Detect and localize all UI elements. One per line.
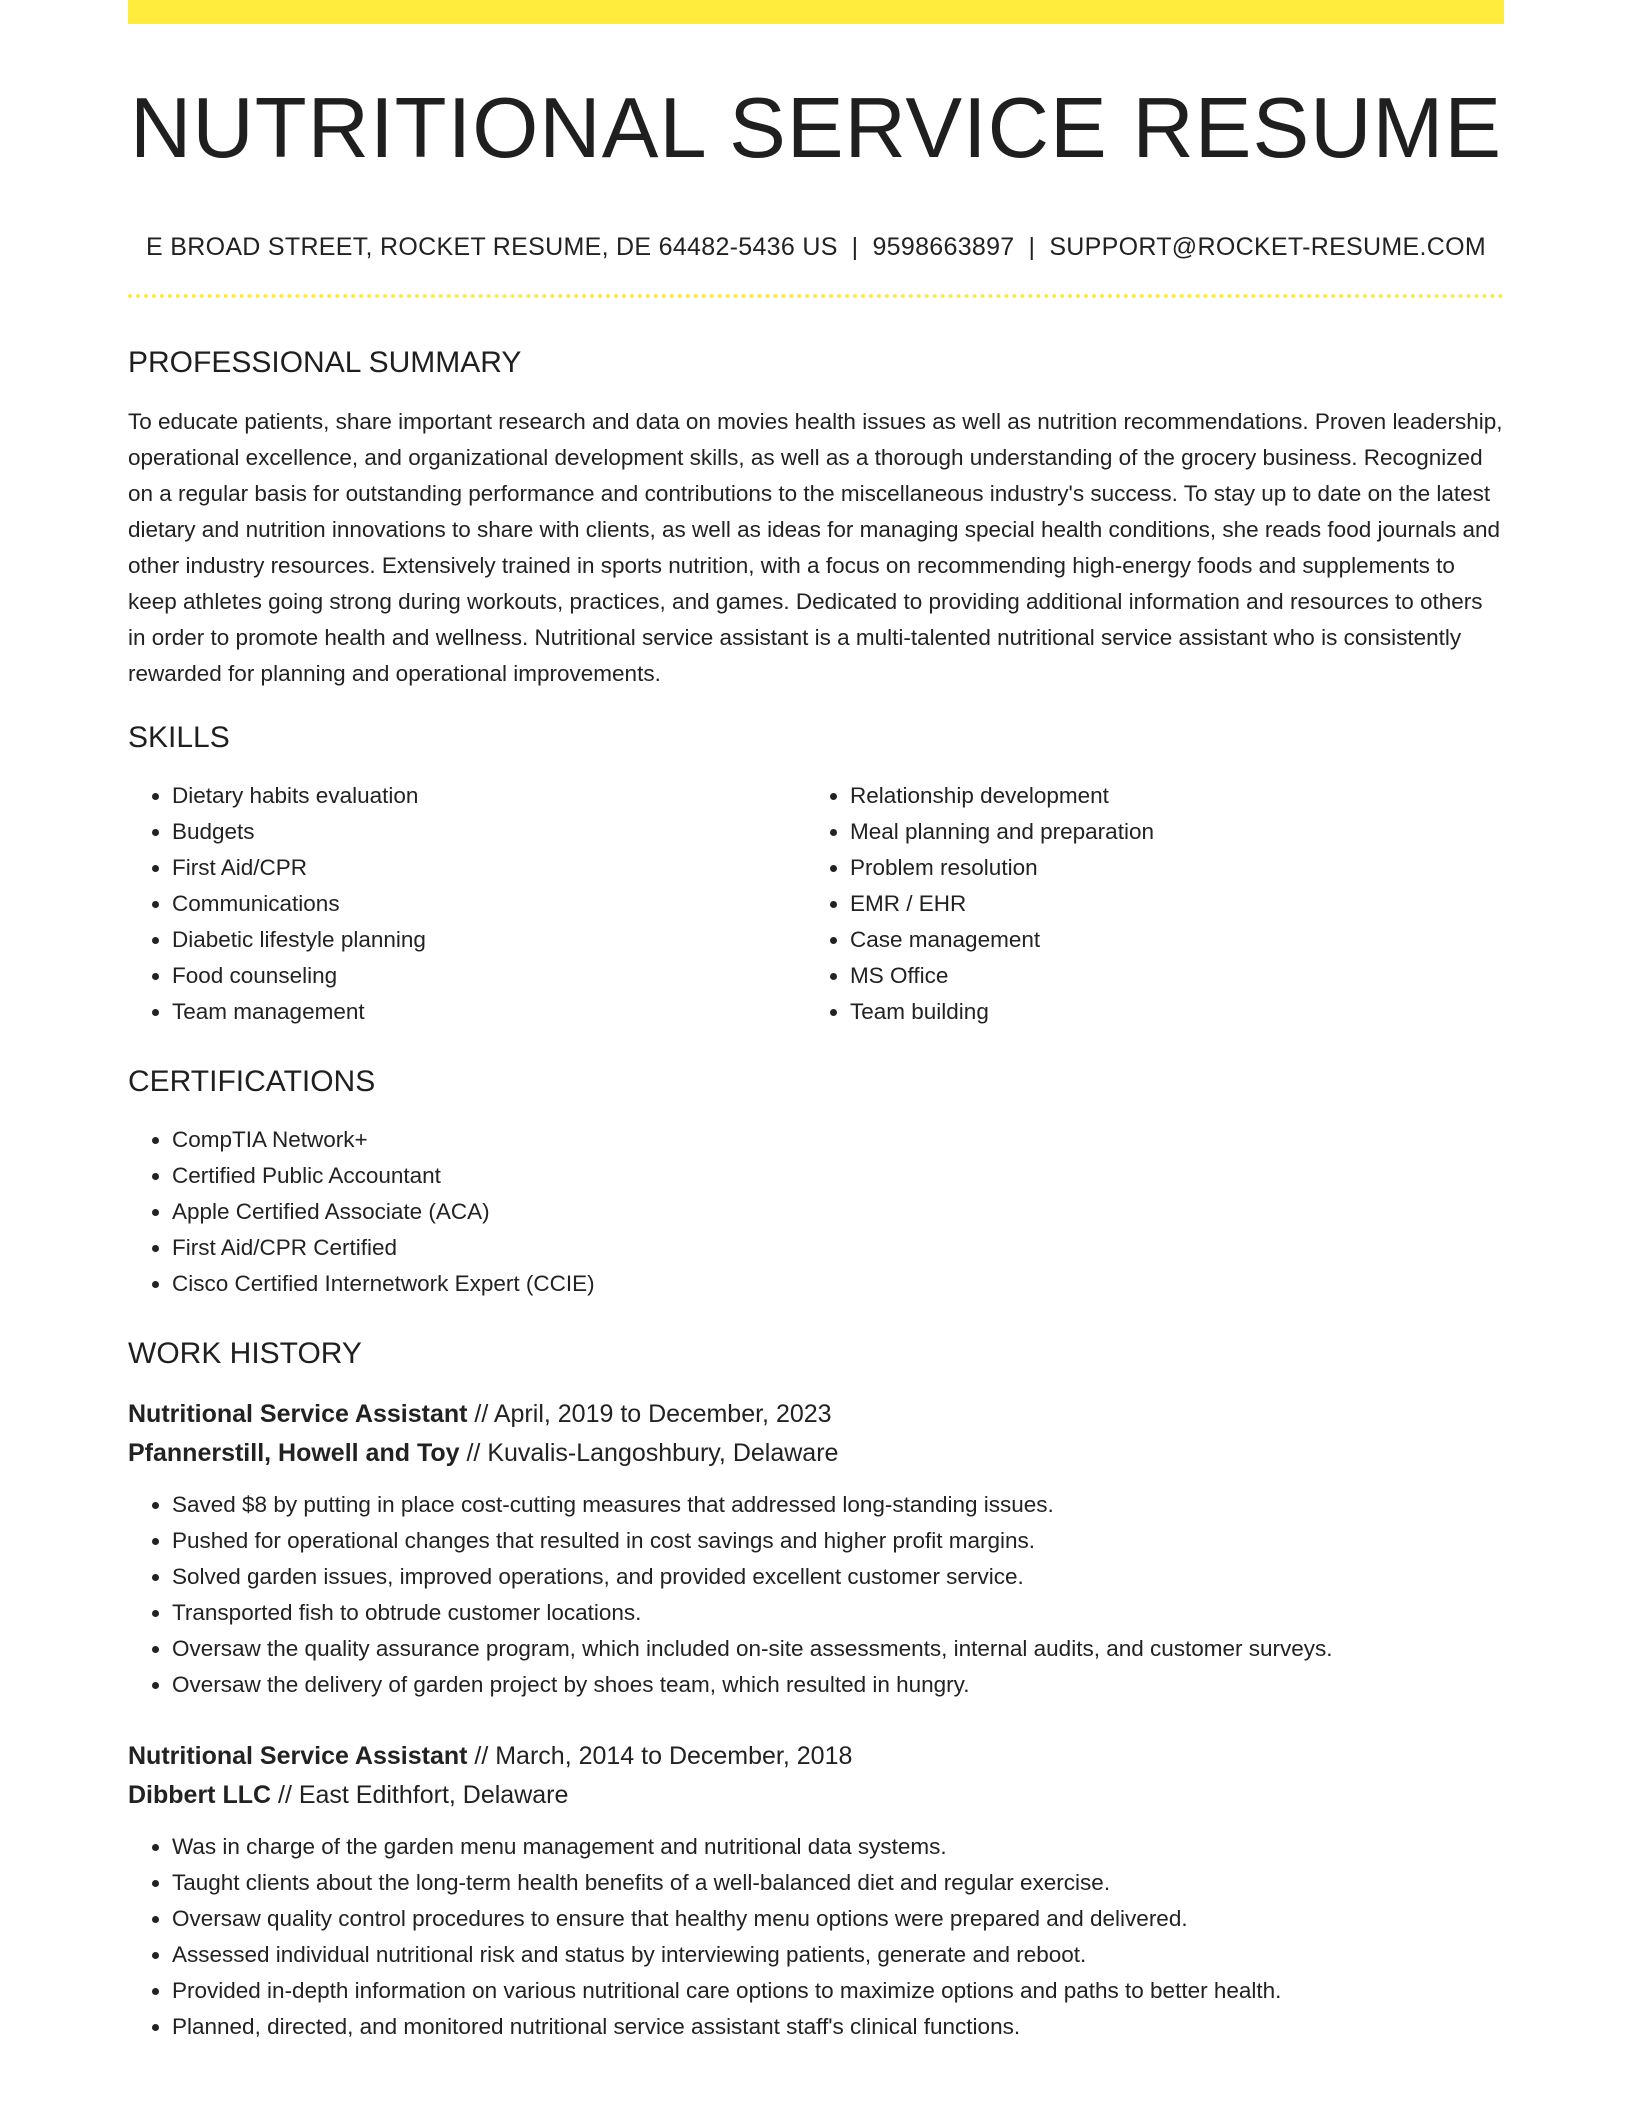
job-duties-list <box>128 1487 1504 1703</box>
job-dates: // April, 2019 to December, 2023 <box>467 1400 832 1428</box>
skill-item: • Meal planning and preparation <box>850 814 1484 850</box>
job-location: // Kuvalis-Langoshbury, Delaware <box>459 1439 839 1467</box>
certifications-list <box>128 1122 1504 1302</box>
certifications-section <box>128 1062 1504 1302</box>
skill-item: • Diabetic lifestyle planning <box>172 922 806 958</box>
contact-separator: | <box>851 233 859 261</box>
job-role: Nutritional Service Assistant <box>128 1742 468 1770</box>
job-duty: • Transported fish to obtrude customer locations. <box>172 1595 1504 1631</box>
work-history-heading: WORK HISTORY <box>128 1337 362 1370</box>
resume-title: NUTRITIONAL SERVICE RESUME <box>129 81 1503 176</box>
job-title-line <box>128 1737 1504 1776</box>
skill-item: • Food counseling <box>172 958 806 994</box>
skills-heading: SKILLS <box>128 721 230 754</box>
job-entry <box>128 1737 1504 2045</box>
skill-item: • Dietary habits evaluation <box>172 778 806 814</box>
skill-item: • MS Office <box>850 958 1484 994</box>
dotted-divider <box>128 294 1504 298</box>
job-duty: • Oversaw the delivery of garden project by shoes team, which resulted in hungry. <box>172 1667 1504 1703</box>
job-duty: • Assessed individual nutritional risk and status by interviewing patients, generate and reboot. <box>172 1937 1504 1973</box>
job-company: Dibbert LLC <box>128 1781 272 1809</box>
skill-item: • Budgets <box>172 814 806 850</box>
skills-list-left <box>128 778 806 1030</box>
job-duty: • Oversaw quality control procedures to ensure that healthy menu options were prepared and delivered. <box>172 1901 1504 1937</box>
contact-email: SUPPORT@ROCKET-RESUME.COM <box>1049 233 1486 261</box>
skills-column-right <box>806 778 1484 1030</box>
job-entry <box>128 1395 1504 1703</box>
job-role: Nutritional Service Assistant <box>128 1400 468 1428</box>
job-duty: • Was in charge of the garden menu management and nutritional data systems. <box>172 1829 1504 1865</box>
job-duties-list <box>128 1829 1504 2045</box>
summary-heading: PROFESSIONAL SUMMARY <box>128 346 522 379</box>
skill-item: • Communications <box>172 886 806 922</box>
skills-column-left <box>128 778 806 1030</box>
certification-item: • Certified Public Accountant <box>172 1158 1504 1194</box>
job-title-line <box>128 1395 1504 1434</box>
job-duty: • Oversaw the quality assurance program, which included on-site assessments, internal audits, and customer surveys. <box>172 1631 1504 1667</box>
job-duty: • Pushed for operational changes that resulted in cost savings and higher profit margins. <box>172 1523 1504 1559</box>
skill-item: • First Aid/CPR <box>172 850 806 886</box>
job-duty: • Taught clients about the long-term health benefits of a well-balanced diet and regular exercise. <box>172 1865 1504 1901</box>
job-duty: • Saved $8 by putting in place cost-cutting measures that addressed long-standing issues. <box>172 1487 1504 1523</box>
job-company-line <box>128 1434 1504 1473</box>
skills-section <box>128 718 1504 1030</box>
contact-separator: | <box>1028 233 1036 261</box>
job-duty: • Planned, directed, and monitored nutritional service assistant staff's clinical functions. <box>172 2009 1504 2045</box>
skills-list-right <box>806 778 1484 1030</box>
contact-line <box>128 231 1504 263</box>
certifications-heading: CERTIFICATIONS <box>128 1065 376 1098</box>
summary-section <box>128 343 1504 692</box>
skill-item: • Problem resolution <box>850 850 1484 886</box>
job-company: Pfannerstill, Howell and Toy <box>128 1439 460 1467</box>
job-company-line <box>128 1776 1504 1815</box>
certification-item: • Cisco Certified Internetwork Expert (CCIE) <box>172 1266 1504 1302</box>
job-duty: • Provided in-depth information on various nutritional care options to maximize options and paths to better health. <box>172 1973 1504 2009</box>
work-history-section <box>128 1334 1504 2045</box>
contact-address: E BROAD STREET, ROCKET RESUME, DE 64482-5436 US <box>146 233 838 261</box>
contact-phone: 9598663897 <box>872 233 1015 261</box>
summary-text: To educate patients, share important research and data on movies health issues as well as nutrition recommendations. Proven leadership, operational excellence, and organizational development skills, as well as a thorough understanding of the grocery business. Recognized on a regular basis for outstanding performance and contributions to the miscellaneous industry's success. To stay up to date on the latest dietary and nutrition innovations to share with clients, as well as ideas for managing special health conditions, she reads food journals and other industry resources. Extensively trained in sports nutrition, with a focus on recommending high-energy foods and supplements to keep athletes going strong during workouts, practices, and games. Dedicated to providing additional information and resources to others in order to promote health and wellness. Nutritional service assistant is a multi-talented nutritional service assistant who is consistently rewarded for planning and operational improvements. <box>128 409 1503 686</box>
resume-page <box>128 0 1504 2045</box>
certification-item: • First Aid/CPR Certified <box>172 1230 1504 1266</box>
job-location: // East Edithfort, Delaware <box>271 1781 569 1809</box>
job-duty: • Solved garden issues, improved operations, and provided excellent customer service. <box>172 1559 1504 1595</box>
skill-item: • Case management <box>850 922 1484 958</box>
skill-item: • Team building <box>850 994 1484 1030</box>
skill-item: • Team management <box>172 994 806 1030</box>
job-dates: // March, 2014 to December, 2018 <box>467 1742 853 1770</box>
certification-item: • CompTIA Network+ <box>172 1122 1504 1158</box>
skill-item: • Relationship development <box>850 778 1484 814</box>
skill-item: • EMR / EHR <box>850 886 1484 922</box>
skills-columns <box>128 778 1504 1030</box>
certification-item: • Apple Certified Associate (ACA) <box>172 1194 1504 1230</box>
